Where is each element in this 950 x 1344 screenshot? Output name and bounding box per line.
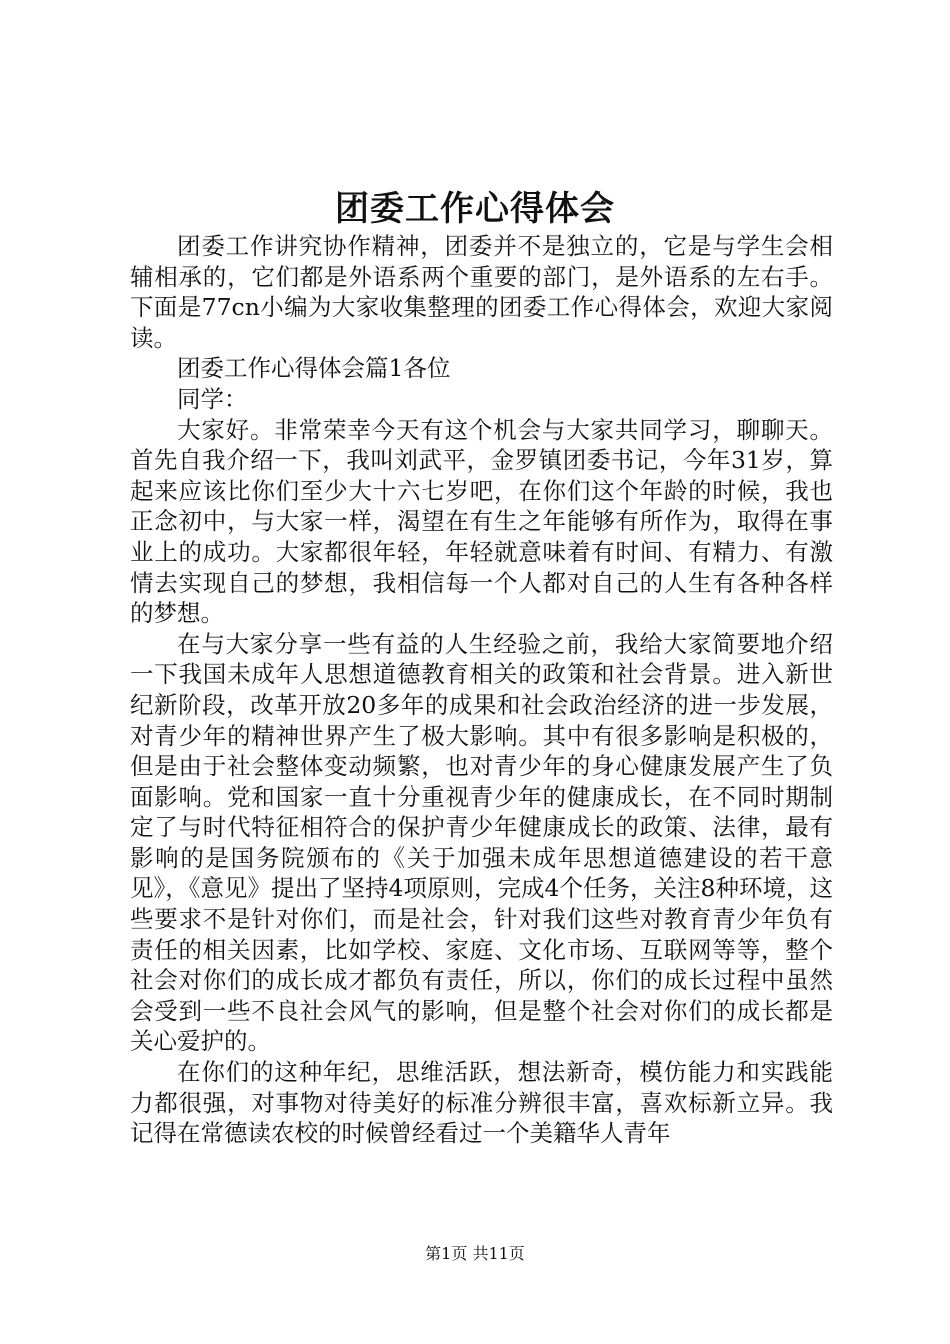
paragraph-policy-background: 在与大家分享一些有益的人生经验之前，我给大家简要地介绍一下我国未成年人思想道德教育相关的政策和社会背景。进入新世纪新阶段，改革开放20多年的成果和社会政治经济的进一步发展，对青少年的精神世界产生了极大影响。其中有很多影响是积极的，但是由于社会整体变动频繁，也对青少年的身心健康发展产生了负面影响。党和国家一直十分重视青少年的健康成长，在不同时期制定了与时代特征相符合的保护青少年健康成长的政策、法律，最有影响的是国务院颁布的《关于加强未成年思想道德建设的若干意见》，《意见》提出了坚持4项原则，完成4个任务，关注8种环境，这些要求不是针对你们，而是社会，针对我们这些对教育青少年负有责任的相关因素，比如学校、家庭、文化市场、互联网等等，整个社会对你们的成长成才都负有责任，所以，你们的成长过程中虽然会受到一些不良社会风气的影响，但是整个社会对你们的成长都是关心爱护的。: [130, 629, 833, 1056]
page-number-footer: 第1页 共11页: [425, 1244, 525, 1263]
paragraph-section-heading: 团委工作心得体会篇1各位: [177, 354, 451, 383]
document-title: 团委工作心得体会: [335, 189, 615, 229]
paragraph-greeting: 大家好。非常荣幸今天有这个机会与大家共同学习，聊聊天。首先自我介绍一下，我叫刘武平，金罗镇团委书记，今年31岁，算起来应该比你们至少大十六七岁吧，在你们这个年龄的时候，我也正念初中，与大家一样，渴望在有生之年能够有所作为，取得在事业上的成功。大家都很年轻，年轻就意味着有时间、有精力、有激情去实现自己的梦想，我相信每一个人都对自己的人生有各种各样的梦想。: [130, 415, 833, 628]
paragraph-salutation: 同学：: [177, 384, 248, 413]
paragraph-your-age: 在你们的这种年纪，思维活跃，想法新奇，模仿能力和实践能力都很强，对事物对待美好的标准分辨很丰富，喜欢标新立异。我记得在常德读农校的时候曾经看过一个美籍华人青年: [130, 1058, 833, 1148]
document-body: [130, 231, 833, 1149]
paragraph-intro: 团委工作讲究协作精神，团委并不是独立的，它是与学生会相辅相承的，它们都是外语系两个重要的部门，是外语系的左右手。下面是77cn小编为大家收集整理的团委工作心得体会，欢迎大家阅读。: [130, 232, 833, 352]
